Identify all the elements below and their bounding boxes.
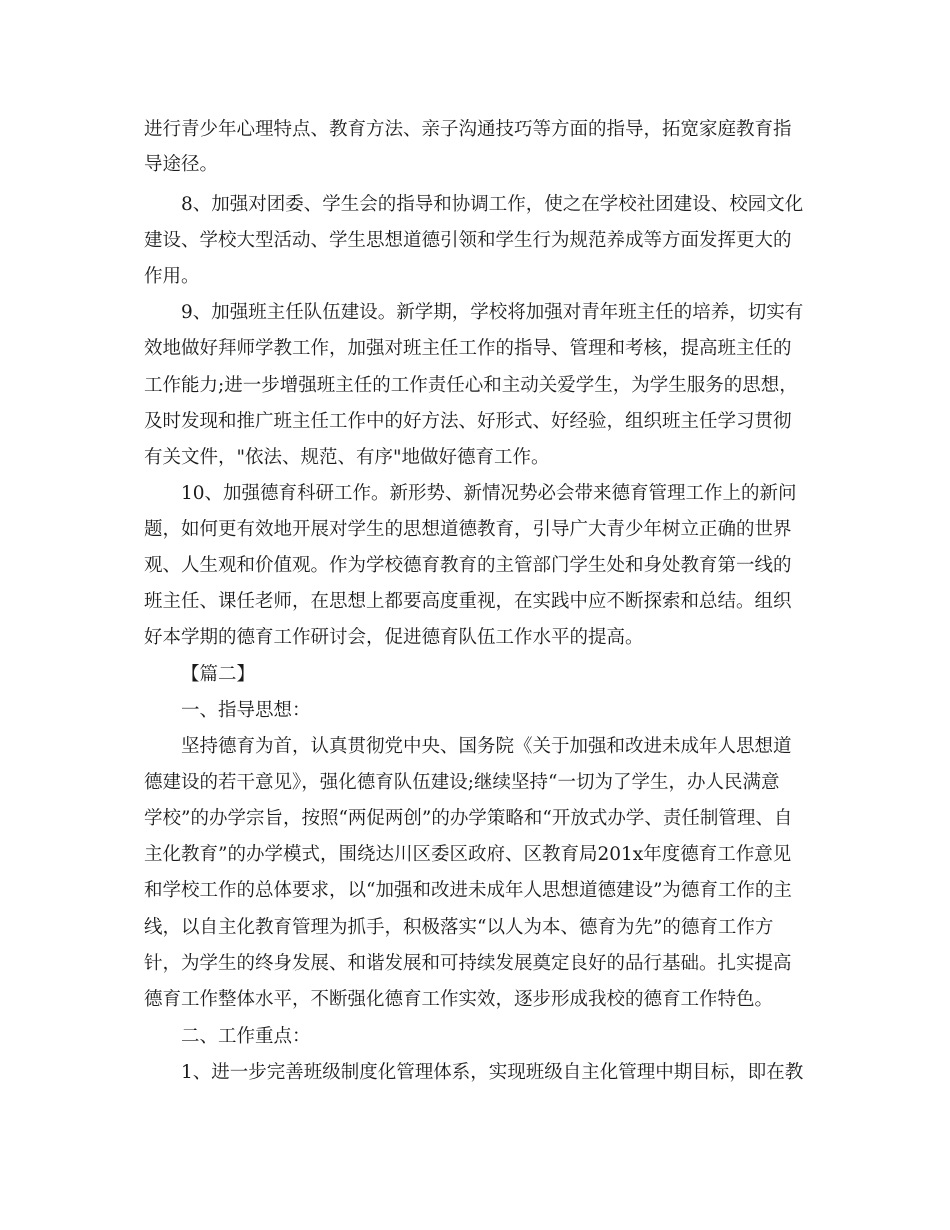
text-line: 10、加强德育科研工作。新形势、新情况势必会带来德育管理工作上的新问 <box>181 483 797 504</box>
text-line: 德育工作整体水平，不断强化德育工作实效，逐步形成我校的德育工作特色。 <box>144 989 774 1010</box>
text-line: 及时发现和推广班主任工作中的好方法、好形式、好经验，组织班主任学习贯彻 <box>144 411 792 432</box>
text-line: 建设、学校大型活动、学生思想道德引领和学生行为规范养成等方面发挥更大的 <box>144 230 792 251</box>
text-line: 学校”的办学宗旨，按照“两促两创”的办学策略和“开放式办学、责任制管理、自 <box>144 808 793 829</box>
text-line: 德建设的若干意见》，强化德育队伍建设;继续坚持“一切为了学生，办人民满意 <box>144 772 780 793</box>
text-line: 有关文件，"依法、规范、有序"地做好德育工作。 <box>144 447 550 468</box>
subsection-heading: 二、工作重点： <box>181 1026 311 1047</box>
text-line: 题，如何更有效地开展对学生的思想道德教育，引导广大青少年树立正确的世界 <box>144 519 792 540</box>
subsection-heading: 一、指导思想： <box>181 700 311 721</box>
text-line: 坚持德育为首，认真贯彻党中央、国务院《关于加强和改进未成年人思想道 <box>181 736 792 757</box>
text-line: 8、加强对团委、学生会的指导和协调工作，使之在学校社团建设、校园文化 <box>181 194 804 215</box>
text-line: 9、加强班主任队伍建设。新学期，学校将加强对青年班主任的培养，切实有 <box>181 302 804 323</box>
text-line: 作用。 <box>144 266 200 287</box>
text-line: 1、进一步完善班级制度化管理体系，实现班级自主化管理中期目标，即在教 <box>181 1062 804 1083</box>
text-line: 好本学期的德育工作研讨会，促进德育队伍工作水平的提高。 <box>144 627 644 648</box>
text-line: 线，以自主化教育管理为抓手，积极落实“以人为本、德育为先”的德育工作方 <box>144 917 774 938</box>
text-line: 针，为学生的终身发展、和谐发展和可持续发展奠定良好的品行基础。扎实提高 <box>144 953 792 974</box>
text-line: 观、人生观和价值观。作为学校德育教育的主管部门学生处和身处教育第一线的 <box>144 555 792 576</box>
text-line: 进行青少年心理特点、教育方法、亲子沟通技巧等方面的指导，拓宽家庭教育指 <box>144 119 792 140</box>
text-line: 效地做好拜师学教工作，加强对班主任工作的指导、管理和考核，提高班主任的 <box>144 338 792 359</box>
text-line: 班主任、课任老师，在思想上都要高度重视，在实践中应不断探索和总结。组织 <box>144 591 792 612</box>
text-line: 和学校工作的总体要求，以“加强和改进未成年人思想道德建设”为德育工作的主 <box>144 880 792 901</box>
section-heading: 【篇二】 <box>181 664 256 685</box>
text-line: 工作能力;进一步增强班主任的工作责任心和主动关爱学生，为学生服务的思想， <box>144 375 798 396</box>
text-line: 导途径。 <box>144 154 219 175</box>
text-line: 主化教育”的办学模式，围绕达川区委区政府、区教育局201x年度德育工作意见 <box>144 844 792 865</box>
